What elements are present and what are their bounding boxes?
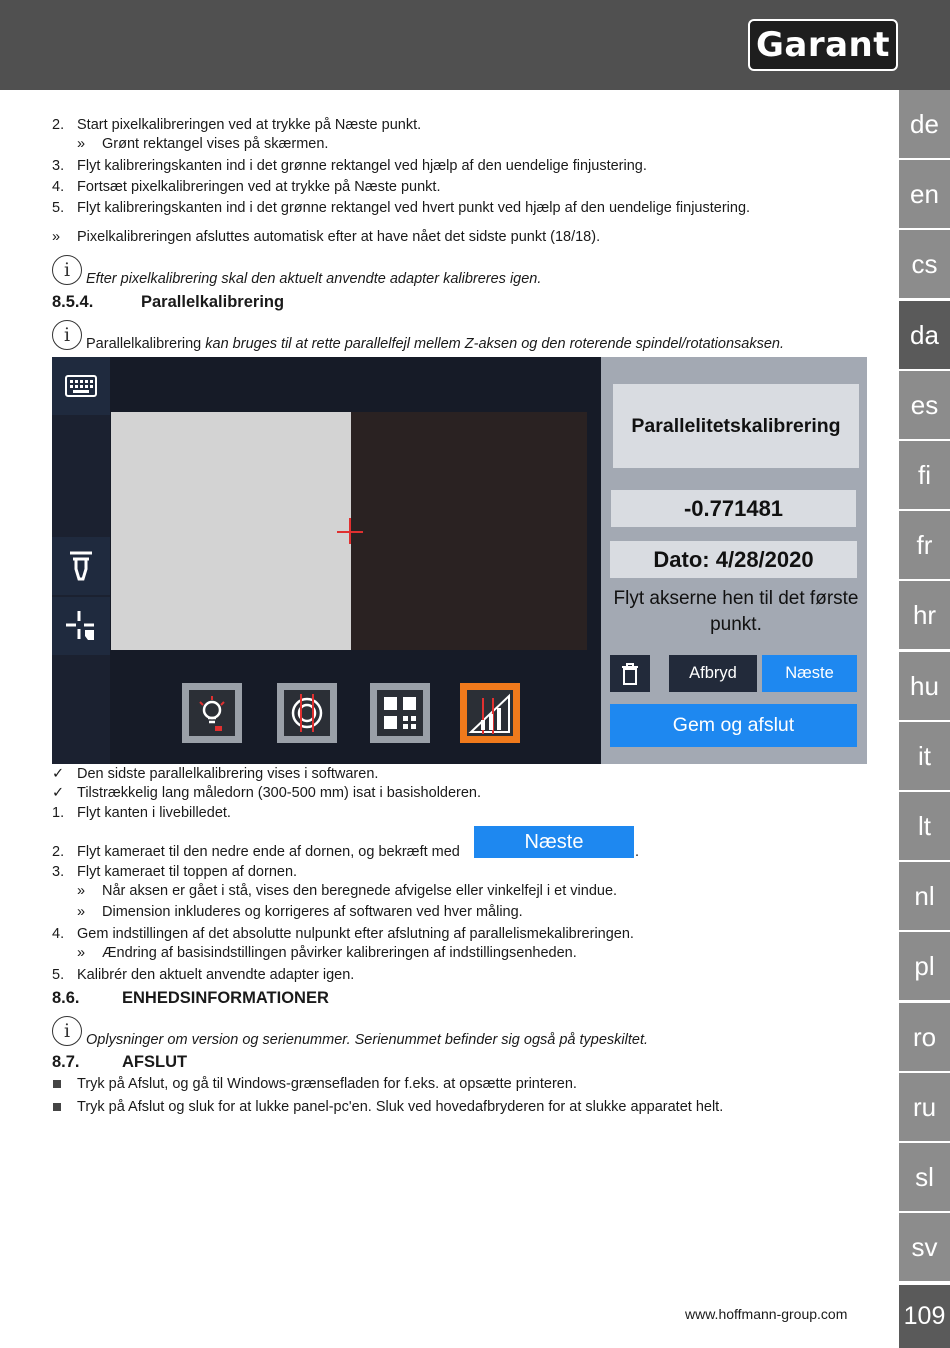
crosshair-tool-icon [64,609,98,643]
step-text: Start pixelkalibreringen ved at trykke på Næste punkt. [77,117,422,133]
step-number: 3. [52,158,65,174]
language-tab-sv[interactable]: sv [899,1213,950,1281]
step-text-end: . [635,844,640,860]
save-and-exit-button[interactable]: Gem og afslut [610,704,857,747]
precondition-text: Den sidste parallelkalibrering vises i softwaren. [77,766,379,782]
result-marker: » [52,229,61,245]
language-tab-cs[interactable]: cs [899,230,950,298]
step-text: Gem indstillingen af det absolutte nulpunkt efter afslutning af parallelismekalibreringen. [77,926,634,942]
calibration-panel [601,357,867,764]
step-text: Flyt kalibreringskanten ind i det grønne rektangel ved hvert punkt ved hjælp af den uendelige finjustering. [77,200,751,216]
language-tab-hr[interactable]: hr [899,581,950,649]
parallel-calibration-screenshot [52,357,867,764]
language-tab-lt[interactable]: lt [899,792,950,860]
language-tab-en[interactable]: en [899,160,950,228]
crosshair-button[interactable] [52,597,110,655]
grid-icon [377,690,423,736]
info-note-lead: Parallelkalibrering [86,336,202,352]
language-tab-fr[interactable]: fr [899,511,950,579]
section-number: 8.6. [52,989,80,1007]
step-number: 3. [52,864,65,880]
check-mark: ✓ [52,785,65,801]
step-text: Flyt kameraet til toppen af dornen. [77,864,298,880]
tool-holder-icon [68,550,94,582]
result-marker: » [77,136,86,152]
step-result-text: Ændring af basisindstillingen påvirker kalibreringen af indstillingsenheden. [102,945,577,961]
section-title: AFSLUT [122,1053,188,1071]
spindle-button[interactable] [277,683,337,743]
list-item: Tryk på Afslut, og gå til Windows-grænsefladen for f.eks. at opsætte printeren. [77,1076,577,1092]
date-value: 4/28/2020 [715,547,814,572]
page-header [0,0,950,90]
step-text: Kalibrér den aktuelt anvendte adapter igen. [77,967,355,983]
parallel-calibration-button[interactable] [460,683,520,743]
step-text: Flyt kalibreringskanten ind i det grønne rektangel ved hjælp af den uendelige finjustering. [77,158,647,174]
crosshair-vertical [349,518,351,544]
precondition-text: Tilstrækkelig lang måledorn (300-500 mm) isat i basisholderen. [77,785,482,801]
step-text: Flyt kanten i livebilledet. [77,805,231,821]
section-number: 8.7. [52,1053,80,1071]
step-number: 4. [52,179,65,195]
language-tab-sl[interactable]: sl [899,1143,950,1211]
language-tab-es[interactable]: es [899,371,950,439]
step-result-text: Grønt rektangel vises på skærmen. [102,136,329,152]
step-number: 4. [52,926,65,942]
section-number: 8.5.4. [52,293,94,311]
date-label: Dato: [653,547,710,572]
tool-holder-button[interactable] [52,537,110,595]
check-mark: ✓ [52,766,65,782]
spindle-icon [284,690,330,736]
next-button[interactable]: Næste [762,655,857,692]
step-number: 5. [52,967,65,983]
info-note-rest: kan bruges til at rette parallelfejl mellem Z-aksen og den roterende spindel/rotationsaksen. [201,336,784,352]
step-result-text: Pixelkalibreringen afsluttes automatisk efter at have nået det sidste punkt (18/18). [77,229,601,245]
language-tab-hu[interactable]: hu [899,652,950,720]
next-button-illustration: Næste [474,826,634,858]
trash-icon [621,663,639,685]
panel-title: Parallelitetskalibrering [613,384,859,468]
language-tab-de[interactable]: de [899,90,950,158]
step-result-text: Når aksen er gået i stå, vises den beregnede afvigelse eller vinkelfejl i et vindue. [102,883,618,899]
info-note: Efter pixelkalibrering skal den aktuelt anvendte adapter kalibreres igen. [86,271,542,287]
result-marker: » [77,945,86,961]
list-bullet [53,1103,61,1111]
list-bullet [53,1080,61,1088]
calibration-date [610,541,857,578]
step-number: 2. [52,844,65,860]
language-tab-nl[interactable]: nl [899,862,950,930]
result-marker: » [77,883,86,899]
language-tab-pl[interactable]: pl [899,932,950,1000]
instruction-message: Flyt akserne hen til det første punkt. [613,588,859,635]
language-tab-da[interactable]: da [899,301,950,369]
info-icon: i [52,1016,82,1046]
language-tab-ru[interactable]: ru [899,1073,950,1141]
live-camera-view[interactable] [111,412,587,650]
garant-logo: Garant [748,19,898,71]
info-icon: i [52,320,82,350]
parallel-calibration-icon [467,690,513,736]
section-title: Parallelkalibrering [141,293,285,311]
section-title: ENHEDSINFORMATIONER [122,989,329,1007]
keyboard-icon [65,375,97,397]
info-note: Oplysninger om version og serienummer. Serienummet befinder sig også på typeskiltet. [86,1032,649,1048]
language-tab-fi[interactable]: fi [899,441,950,509]
page-number: 109 [899,1285,950,1348]
lightbulb-icon [189,690,235,736]
keyboard-button[interactable] [52,357,110,415]
language-tab-ro[interactable]: ro [899,1003,950,1071]
step-text: Fortsæt pixelkalibreringen ved at trykke på Næste punkt. [77,179,441,195]
footer-url: www.hoffmann-group.com [685,1306,848,1322]
camera-image-bright-area [111,412,351,650]
step-number: 2. [52,117,65,133]
step-number: 5. [52,200,65,216]
lighting-button[interactable] [182,683,242,743]
info-icon: i [52,255,82,285]
list-item: Tryk på Afslut og sluk for at lukke panel-pc'en. Sluk ved hovedafbryderen for at slukke apparatet helt. [77,1099,724,1115]
result-marker: » [77,904,86,920]
cancel-button[interactable]: Afbryd [669,655,757,692]
tool-column [52,357,110,764]
info-note [86,335,784,353]
language-tab-it[interactable]: it [899,722,950,790]
step-number: 1. [52,805,65,821]
layout-button[interactable] [370,683,430,743]
deviation-value: -0.771481 [611,490,856,527]
step-result-text: Dimension inkluderes og korrigeres af softwaren ved hver måling. [102,904,523,920]
step-text: Flyt kameraet til den nedre ende af dornen, og bekræft med [77,844,460,860]
delete-button[interactable] [610,655,650,692]
